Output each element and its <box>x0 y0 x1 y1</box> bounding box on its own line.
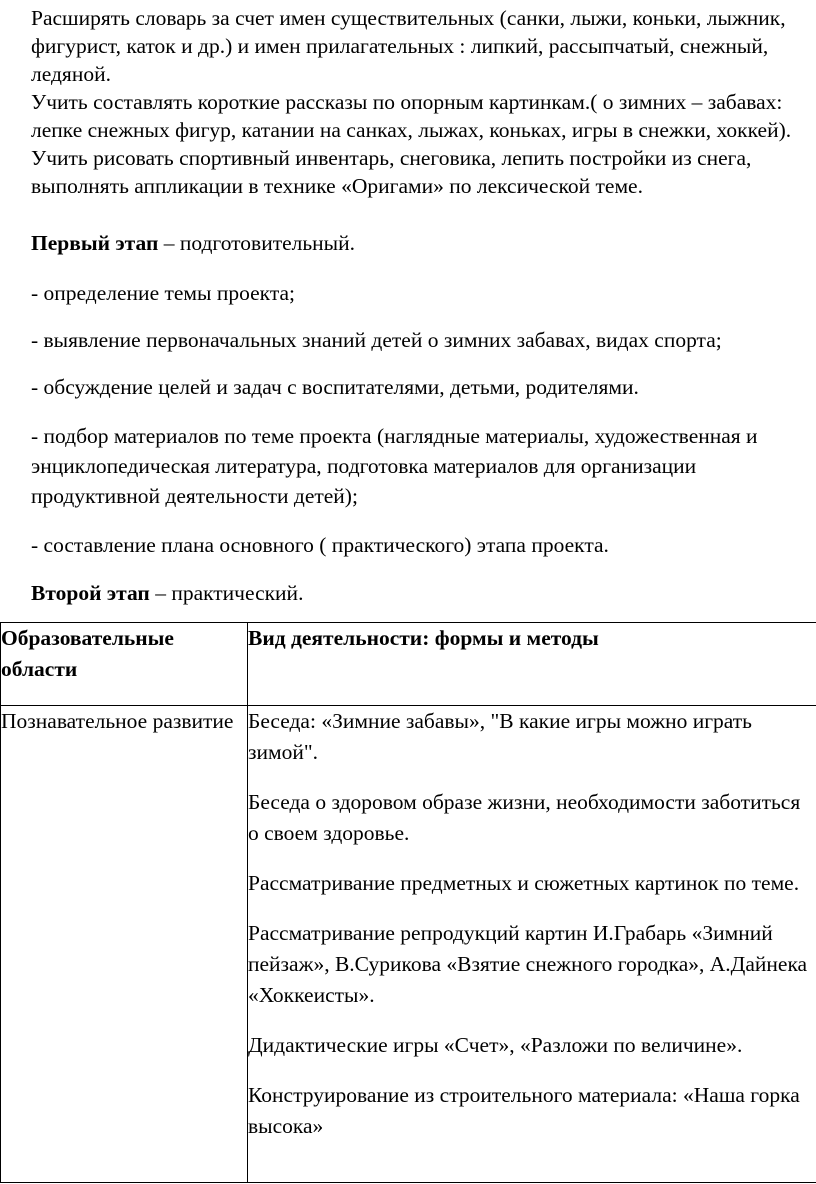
stage-two-subtitle: – практический. <box>149 581 304 605</box>
stage-one-title: Первый этап <box>31 231 159 255</box>
activity-item: Рассматривание предметных и сюжетных картинок по теме. <box>248 871 800 895</box>
activity-item: Конструирование из строительного материала: «Наша горка высока» <box>248 1083 800 1138</box>
intro-paragraph-vocabulary: Расширять словарь за счет имен существительных (санки, лыжи, коньки, лыжник, фигурист, каток и др.) и имен прилагательных : липкий, рассыпчатый, снежный, ледяной. <box>31 6 786 86</box>
header-activities-label: Вид деятельности: формы и методы <box>248 626 599 650</box>
task-item: - составление плана основного ( практического) этапа проекта. <box>31 533 609 557</box>
stage-two-title: Второй этап <box>31 581 150 605</box>
activity-item: Рассматривание репродукций картин И.Грабарь «Зимний пейзаж», В.Сурикова «Взятие снежного городка», А.Дайнека «Хоккеисты». <box>248 921 808 1007</box>
stage-one-subtitle: – подготовительный. <box>158 231 356 255</box>
activities-table <box>0 622 816 1183</box>
area-label: Познавательное развитие <box>1 709 234 733</box>
area-cell <box>1 706 248 1183</box>
task-item: - подбор материалов по теме проекта (наглядные материалы, художественная и энциклопедическая литература, подготовка материалов для организации продуктивной деятельности детей); <box>31 424 758 508</box>
header-cell-areas <box>1 623 248 706</box>
intro-block <box>31 4 811 200</box>
table-header-row <box>1 623 816 706</box>
intro-paragraph-drawing: Учить рисовать спортивный инвентарь, снеговика, лепить постройки из снега, выполнять аппликации в технике «Оригами» по лексической теме. <box>31 146 752 198</box>
header-cell-activities <box>248 623 816 706</box>
intro-paragraph-stories: Учить составлять короткие рассказы по опорным картинкам.( о зимних – забавах: лепке снежных фигур, катании на санках, лыжах, коньках, игры в снежки, хоккей). <box>31 90 792 142</box>
activity-item: Дидактические игры «Счет», «Разложи по величине». <box>248 1033 743 1057</box>
stage-two-heading <box>31 578 813 608</box>
task-item: - выявление первоначальных знаний детей о зимних забавах, видах спорта; <box>31 328 722 352</box>
activity-item: Беседа о здоровом образе жизни, необходимости заботиться о своем здоровье. <box>248 790 801 845</box>
activities-cell <box>248 706 816 1183</box>
task-item: - обсуждение целей и задач с воспитателями, детьми, родителями. <box>31 375 639 399</box>
header-areas-label: Образовательные области <box>1 626 174 681</box>
activity-item: Беседа: «Зимние забавы», "В какие игры можно играть зимой". <box>248 709 752 764</box>
stage-one-heading <box>31 228 813 258</box>
table-row <box>1 706 816 1183</box>
task-item: - определение темы проекта; <box>31 281 295 305</box>
